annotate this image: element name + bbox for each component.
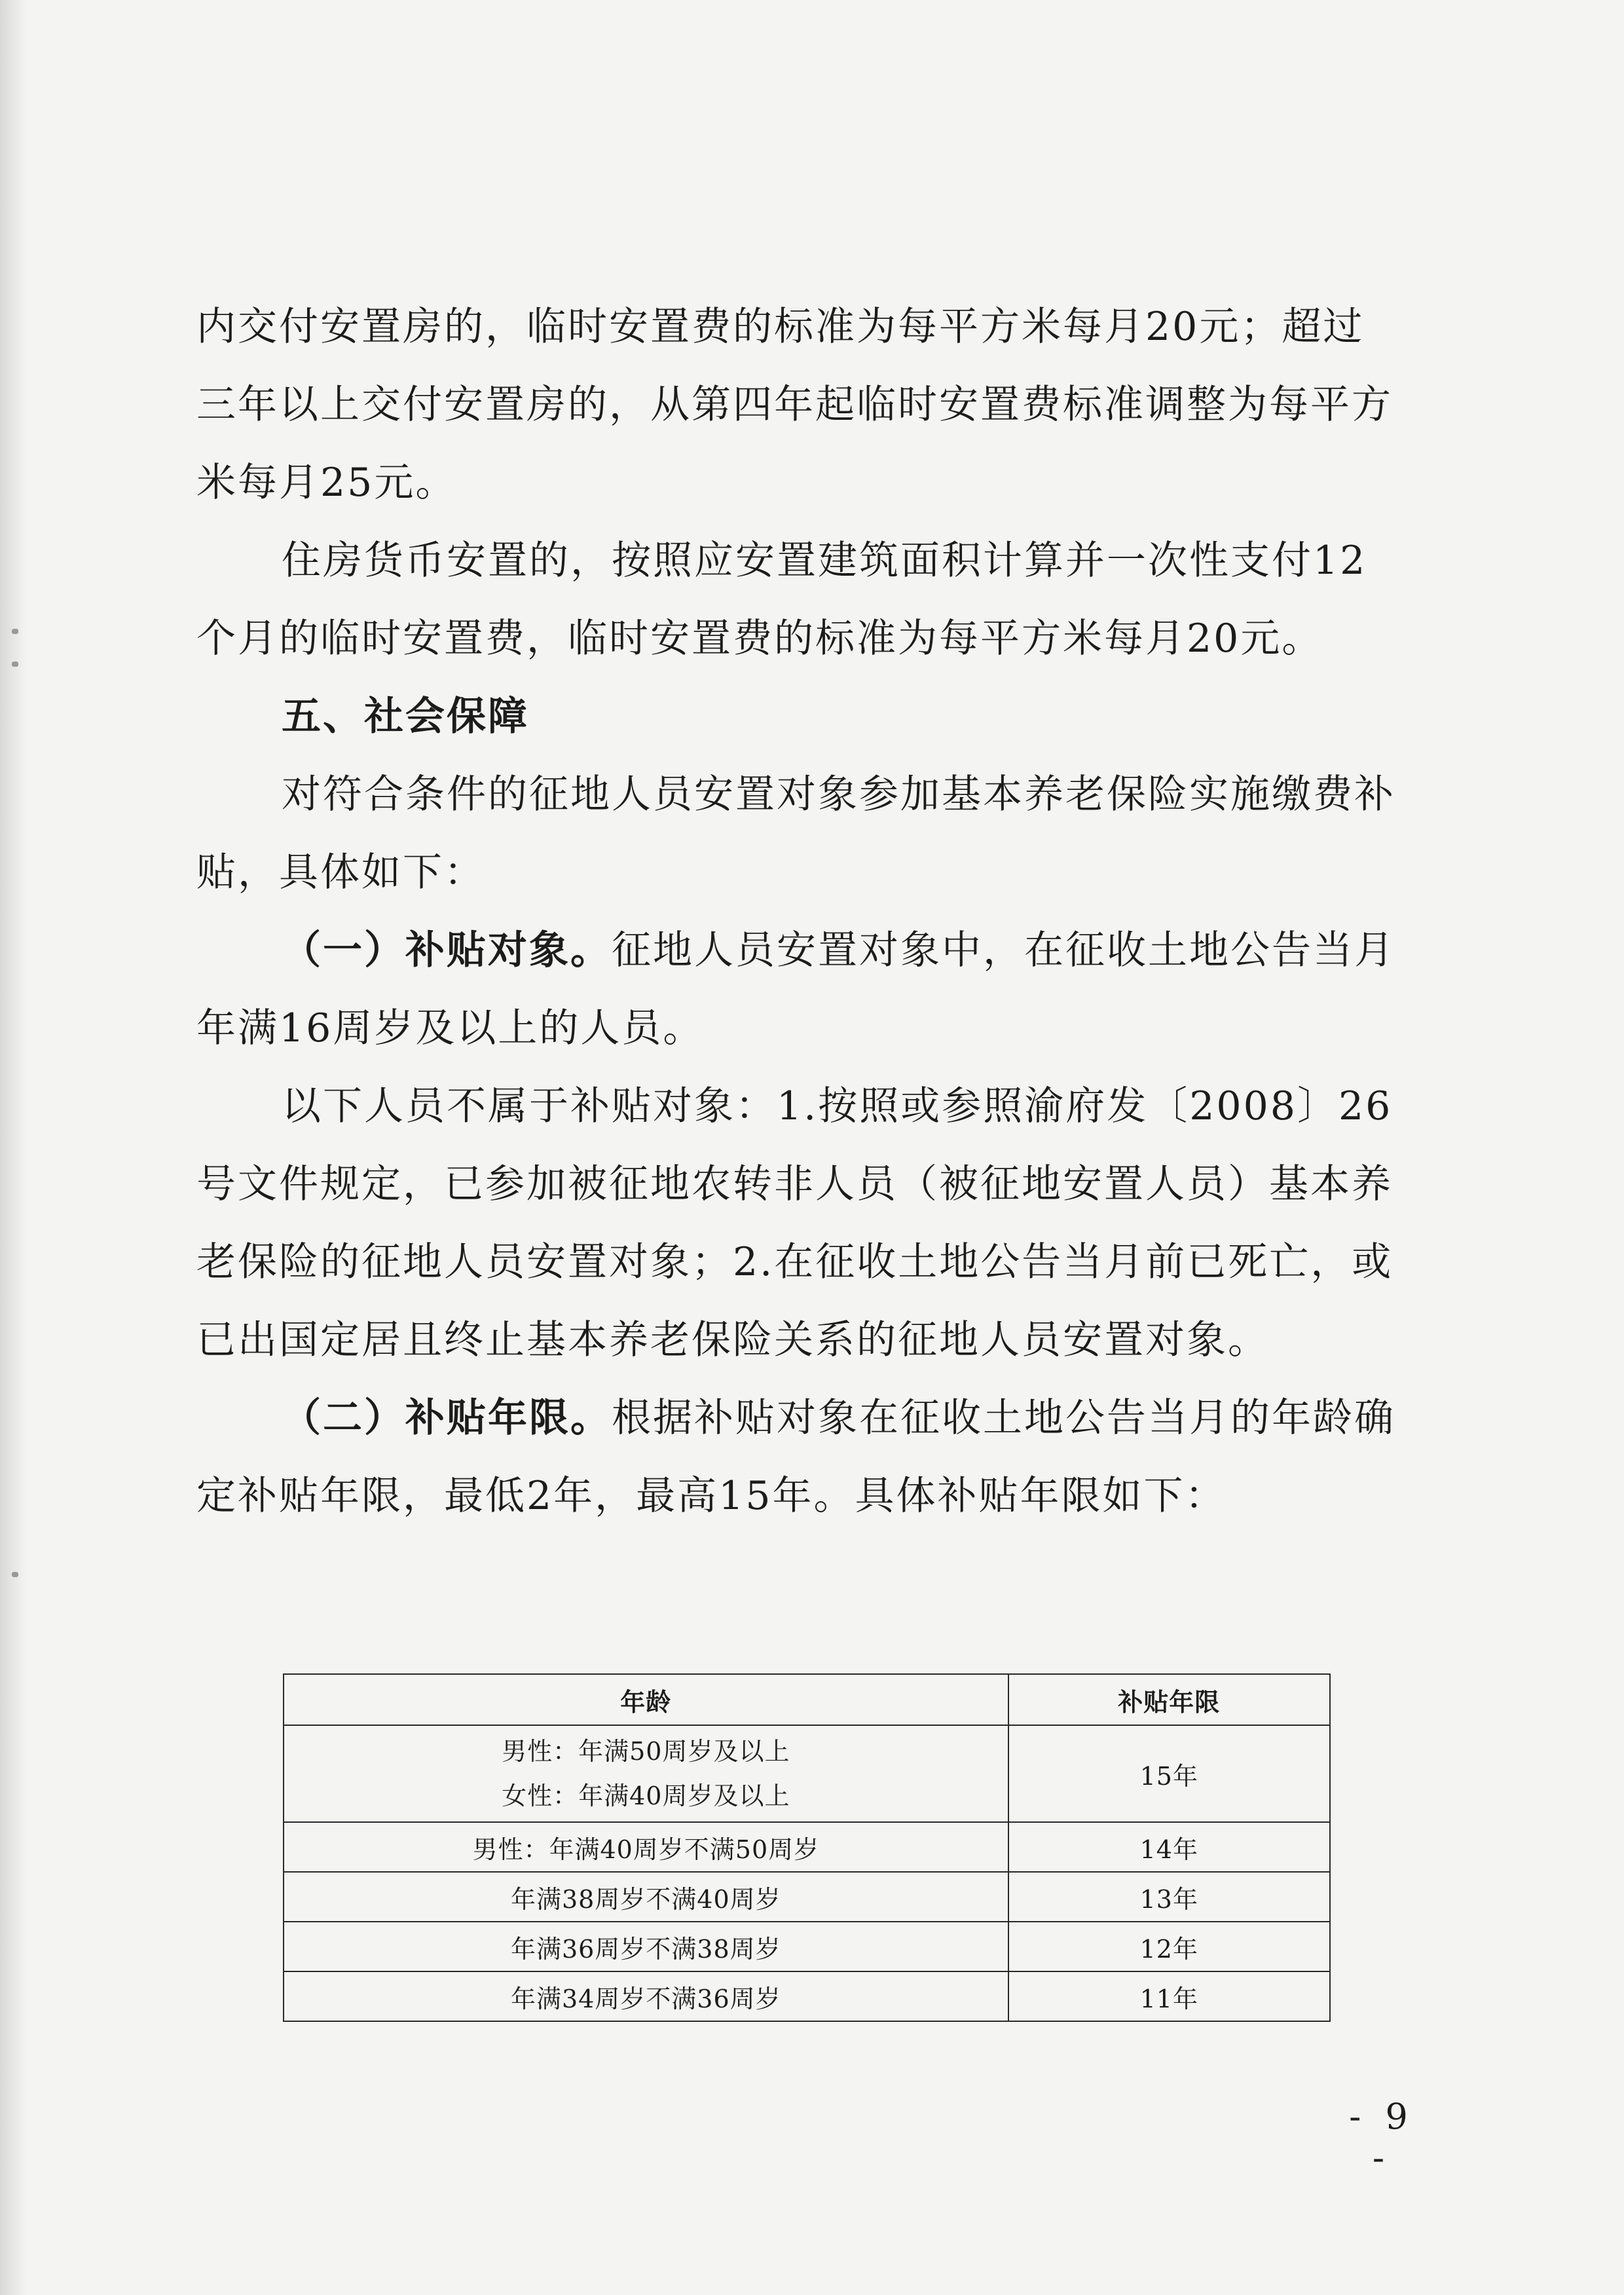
age-cell: 男性：年满40周岁不满50周岁 (284, 1822, 1008, 1872)
table-row (284, 1872, 1330, 1922)
punch-mark (12, 662, 18, 667)
column-header-age: 年龄 (284, 1674, 1008, 1725)
years-cell: 13年 (1008, 1872, 1330, 1922)
punch-mark (12, 1572, 18, 1577)
age-cell: 年满38周岁不满40周岁 (284, 1872, 1008, 1922)
table-row (284, 1822, 1330, 1872)
age-line: 女性：年满40周岁及以上 (502, 1782, 790, 1810)
age-cell: 年满36周岁不满38周岁 (284, 1922, 1008, 1971)
table-row (284, 1971, 1330, 2021)
years-cell: 12年 (1008, 1922, 1330, 1971)
page-number: - 9 - (1349, 2096, 1414, 2178)
years-cell: 14年 (1008, 1822, 1330, 1872)
table-row (284, 1922, 1330, 1971)
column-header-years: 补贴年限 (1008, 1674, 1330, 1725)
subheading: （一）补贴对象。 (282, 927, 612, 973)
age-cell: 年满34周岁不满36周岁 (284, 1971, 1008, 2021)
table-row (284, 1725, 1330, 1822)
years-cell: 15年 (1008, 1725, 1330, 1822)
years-cell: 11年 (1008, 1971, 1330, 2021)
paragraph-text: 根据补贴对象在征收土地公告当月的年龄确定补贴年限，最低2年，最高15年。具体补贴年限如下： (196, 1395, 1395, 1519)
section-heading: 五、社会保障 (282, 694, 529, 739)
paragraph: 内交付安置房的，临时安置费的标准为每平方米每月20元；超过三年以上交付安置房的，从第四年起临时安置费标准调整为每平方米每月25元。 (196, 304, 1393, 506)
paragraph: 对符合条件的征地人员安置对象参加基本养老保险实施缴费补贴，具体如下： (196, 772, 1395, 895)
paragraph (196, 912, 1401, 1068)
table-header-row (284, 1674, 1330, 1725)
subsidy-years-table (283, 1673, 1331, 2022)
paragraph-text: 征地人员安置对象中，在征收土地公告当月年满16周岁及以上的人员。 (196, 927, 1395, 1051)
paragraph: 住房货币安置的，按照应安置建筑面积计算并一次性支付12个月的临时安置费，临时安置费的标准为每平方米每月20元。 (196, 538, 1367, 662)
subheading: （二）补贴年限。 (282, 1395, 612, 1441)
paragraph (196, 1379, 1401, 1535)
punch-mark (12, 629, 18, 634)
paragraph: 以下人员不属于补贴对象：1.按照或参照渝府发〔2008〕26号文件规定，已参加被征地农转非人员（被征地安置人员）基本养老保险的征地人员安置对象；2.在征收土地公告当月前已死亡，或已出国定居且终止基本养老保险关系的征地人员安置对象。 (196, 1083, 1393, 1363)
age-line: 男性：年满50周岁及以上 (502, 1737, 790, 1766)
age-cell (284, 1725, 1008, 1822)
scan-fold-edge (0, 0, 26, 2295)
document-body (196, 288, 1401, 1535)
